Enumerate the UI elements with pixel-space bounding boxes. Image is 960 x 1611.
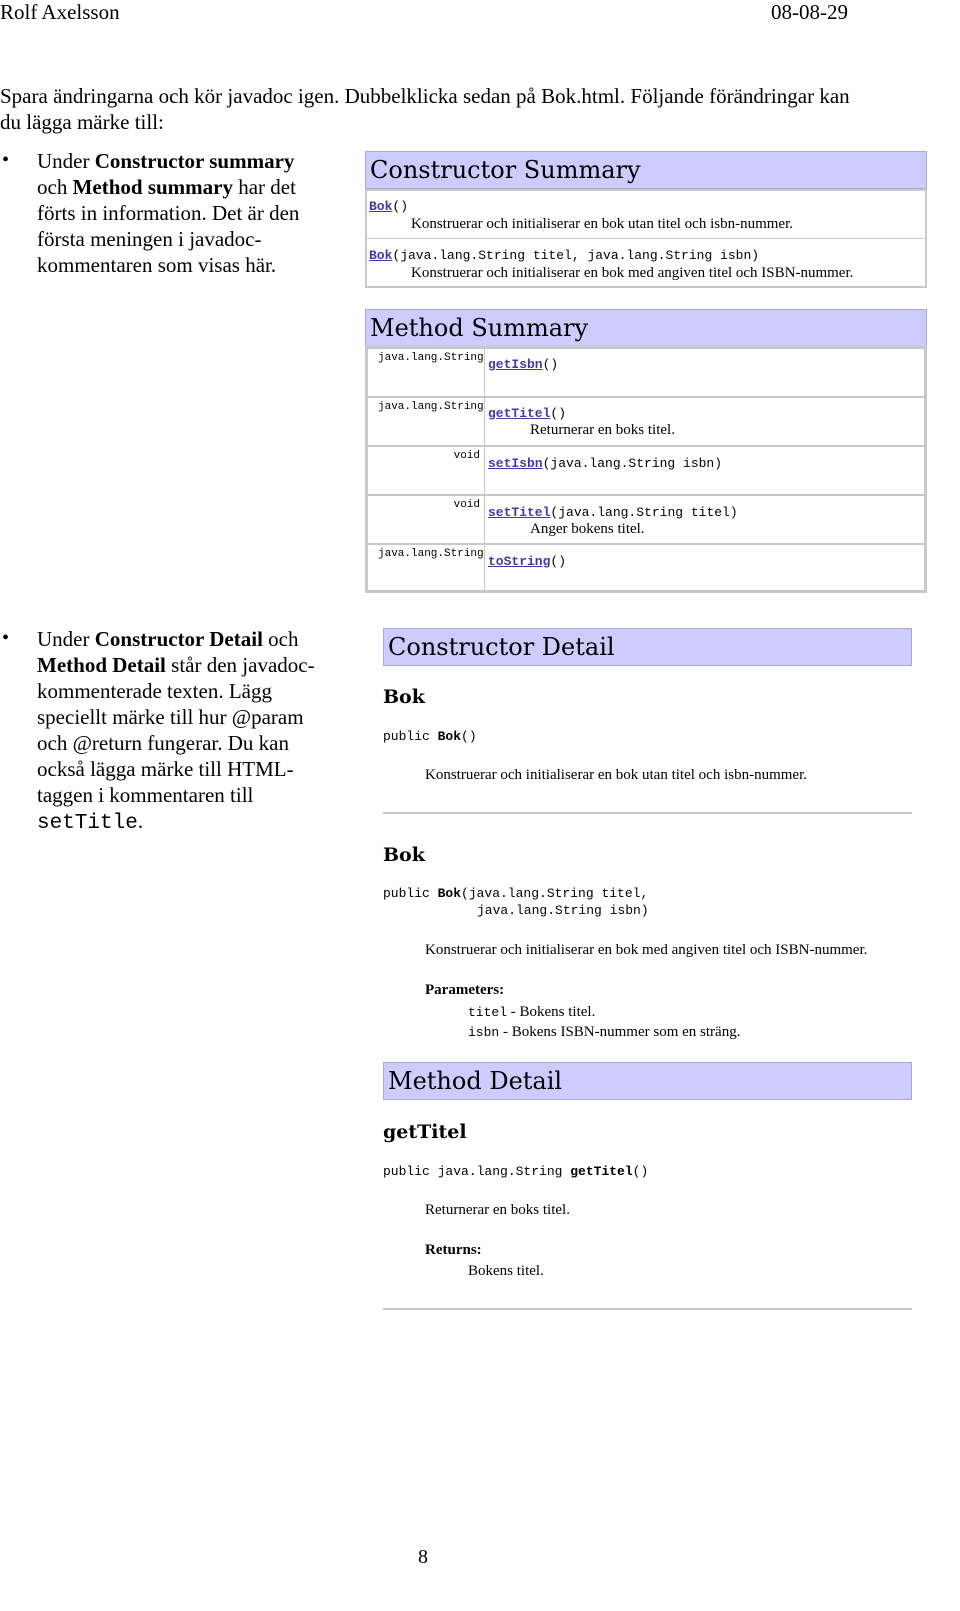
method-type-cell: void [367, 495, 485, 544]
constructor-detail-heading: Constructor Detail [383, 628, 912, 666]
page-number: 8 [418, 1546, 428, 1568]
method-detail-desc: Returnerar en boks titel. [425, 1202, 570, 1218]
method-detail-heading: Method Detail [383, 1062, 912, 1100]
section-divider [383, 812, 912, 814]
method-name-cell: setTitel(java.lang.String titel) Anger bokens titel. [484, 495, 925, 544]
method-link-getisbn[interactable]: getIsbn [488, 357, 543, 372]
constructor-detail-name: Bok [383, 844, 425, 866]
returns-label: Returns: [425, 1242, 482, 1258]
parameters-label: Parameters: [425, 982, 505, 998]
bullet-dot: • [2, 627, 10, 649]
row-divider [367, 238, 925, 239]
constructor-detail-name: Bok [383, 686, 425, 708]
method-name-cell: toString() [484, 544, 925, 591]
param-item: isbn - Bokens ISBN-nummer som en sträng. [468, 1024, 741, 1040]
returns-desc: Bokens titel. [468, 1263, 544, 1279]
constructor-desc: Konstruerar och initialiserar en bok utan titel och isbn-nummer. [411, 216, 793, 232]
constructor-link-bok[interactable]: Bok [369, 199, 393, 214]
method-name-cell: setIsbn(java.lang.String isbn) [484, 446, 925, 495]
method-type-cell: java.lang.String [367, 348, 485, 397]
method-link-gettitel[interactable]: getTitel [488, 406, 551, 421]
bullet-2-text: Under Constructor Detail och Method Detail står den javadoc- kommenterade texten. Lägg speciellt märke till hur @param och @return fungerar. Du kan också lägga märke till HTML- taggen i kommentaren till setTitle. [37, 627, 315, 835]
method-name-cell: getIsbn() [484, 348, 925, 397]
bullet-1-text: Under Constructor summary och Method summary har det förts in information. Det är den första meningen i javadoc- kommentaren som visas här. [37, 149, 300, 277]
constructor-desc: Konstruerar och initialiserar en bok med angiven titel och ISBN-nummer. [411, 265, 854, 281]
constructor-signature-cont: java.lang.String isbn) [477, 903, 649, 918]
constructor-summary-heading: Constructor Summary [365, 151, 927, 189]
method-type-cell: java.lang.String [367, 544, 485, 591]
param-item: titel - Bokens titel. [468, 1004, 596, 1020]
method-link-tostring[interactable]: toString [488, 554, 551, 569]
intro-line-1: Spara ändringarna och kör javadoc igen. Dubbelklicka sedan på Bok.html. Följande förändringar kan [0, 84, 850, 108]
method-type-cell: java.lang.String [367, 397, 485, 446]
constructor-link-bok[interactable]: Bok [369, 248, 393, 263]
method-name-cell: getTitel() Returnerar en boks titel. [484, 397, 925, 446]
method-summary-table [365, 346, 927, 593]
method-desc: Returnerar en boks titel. [530, 422, 675, 438]
constructor-row: Bok(java.lang.String titel, java.lang.String isbn) [369, 248, 760, 263]
method-desc: Anger bokens titel. [530, 521, 645, 537]
method-link-setisbn[interactable]: setIsbn [488, 456, 543, 471]
constructor-summary-table [365, 189, 927, 288]
method-signature: public java.lang.String getTitel() [383, 1164, 649, 1179]
constructor-signature: public Bok(java.lang.String titel, [383, 886, 649, 901]
constructor-detail-desc: Konstruerar och initialiserar en bok med angiven titel och ISBN-nummer. [425, 942, 868, 958]
constructor-signature: public Bok() [383, 729, 477, 744]
header-author: Rolf Axelsson [0, 0, 120, 24]
intro-line-2: du lägga märke till: [0, 110, 164, 134]
bullet-dot: • [2, 149, 10, 171]
constructor-detail-desc: Konstruerar och initialiserar en bok utan titel och isbn-nummer. [425, 767, 807, 783]
method-link-settitel[interactable]: setTitel [488, 505, 551, 520]
header-date: 08-08-29 [771, 0, 848, 24]
section-divider [383, 1308, 912, 1310]
method-summary-heading: Method Summary [365, 309, 927, 347]
method-type-cell: void [367, 446, 485, 495]
constructor-row: Bok() [369, 199, 409, 214]
method-detail-name: getTitel [383, 1121, 467, 1143]
